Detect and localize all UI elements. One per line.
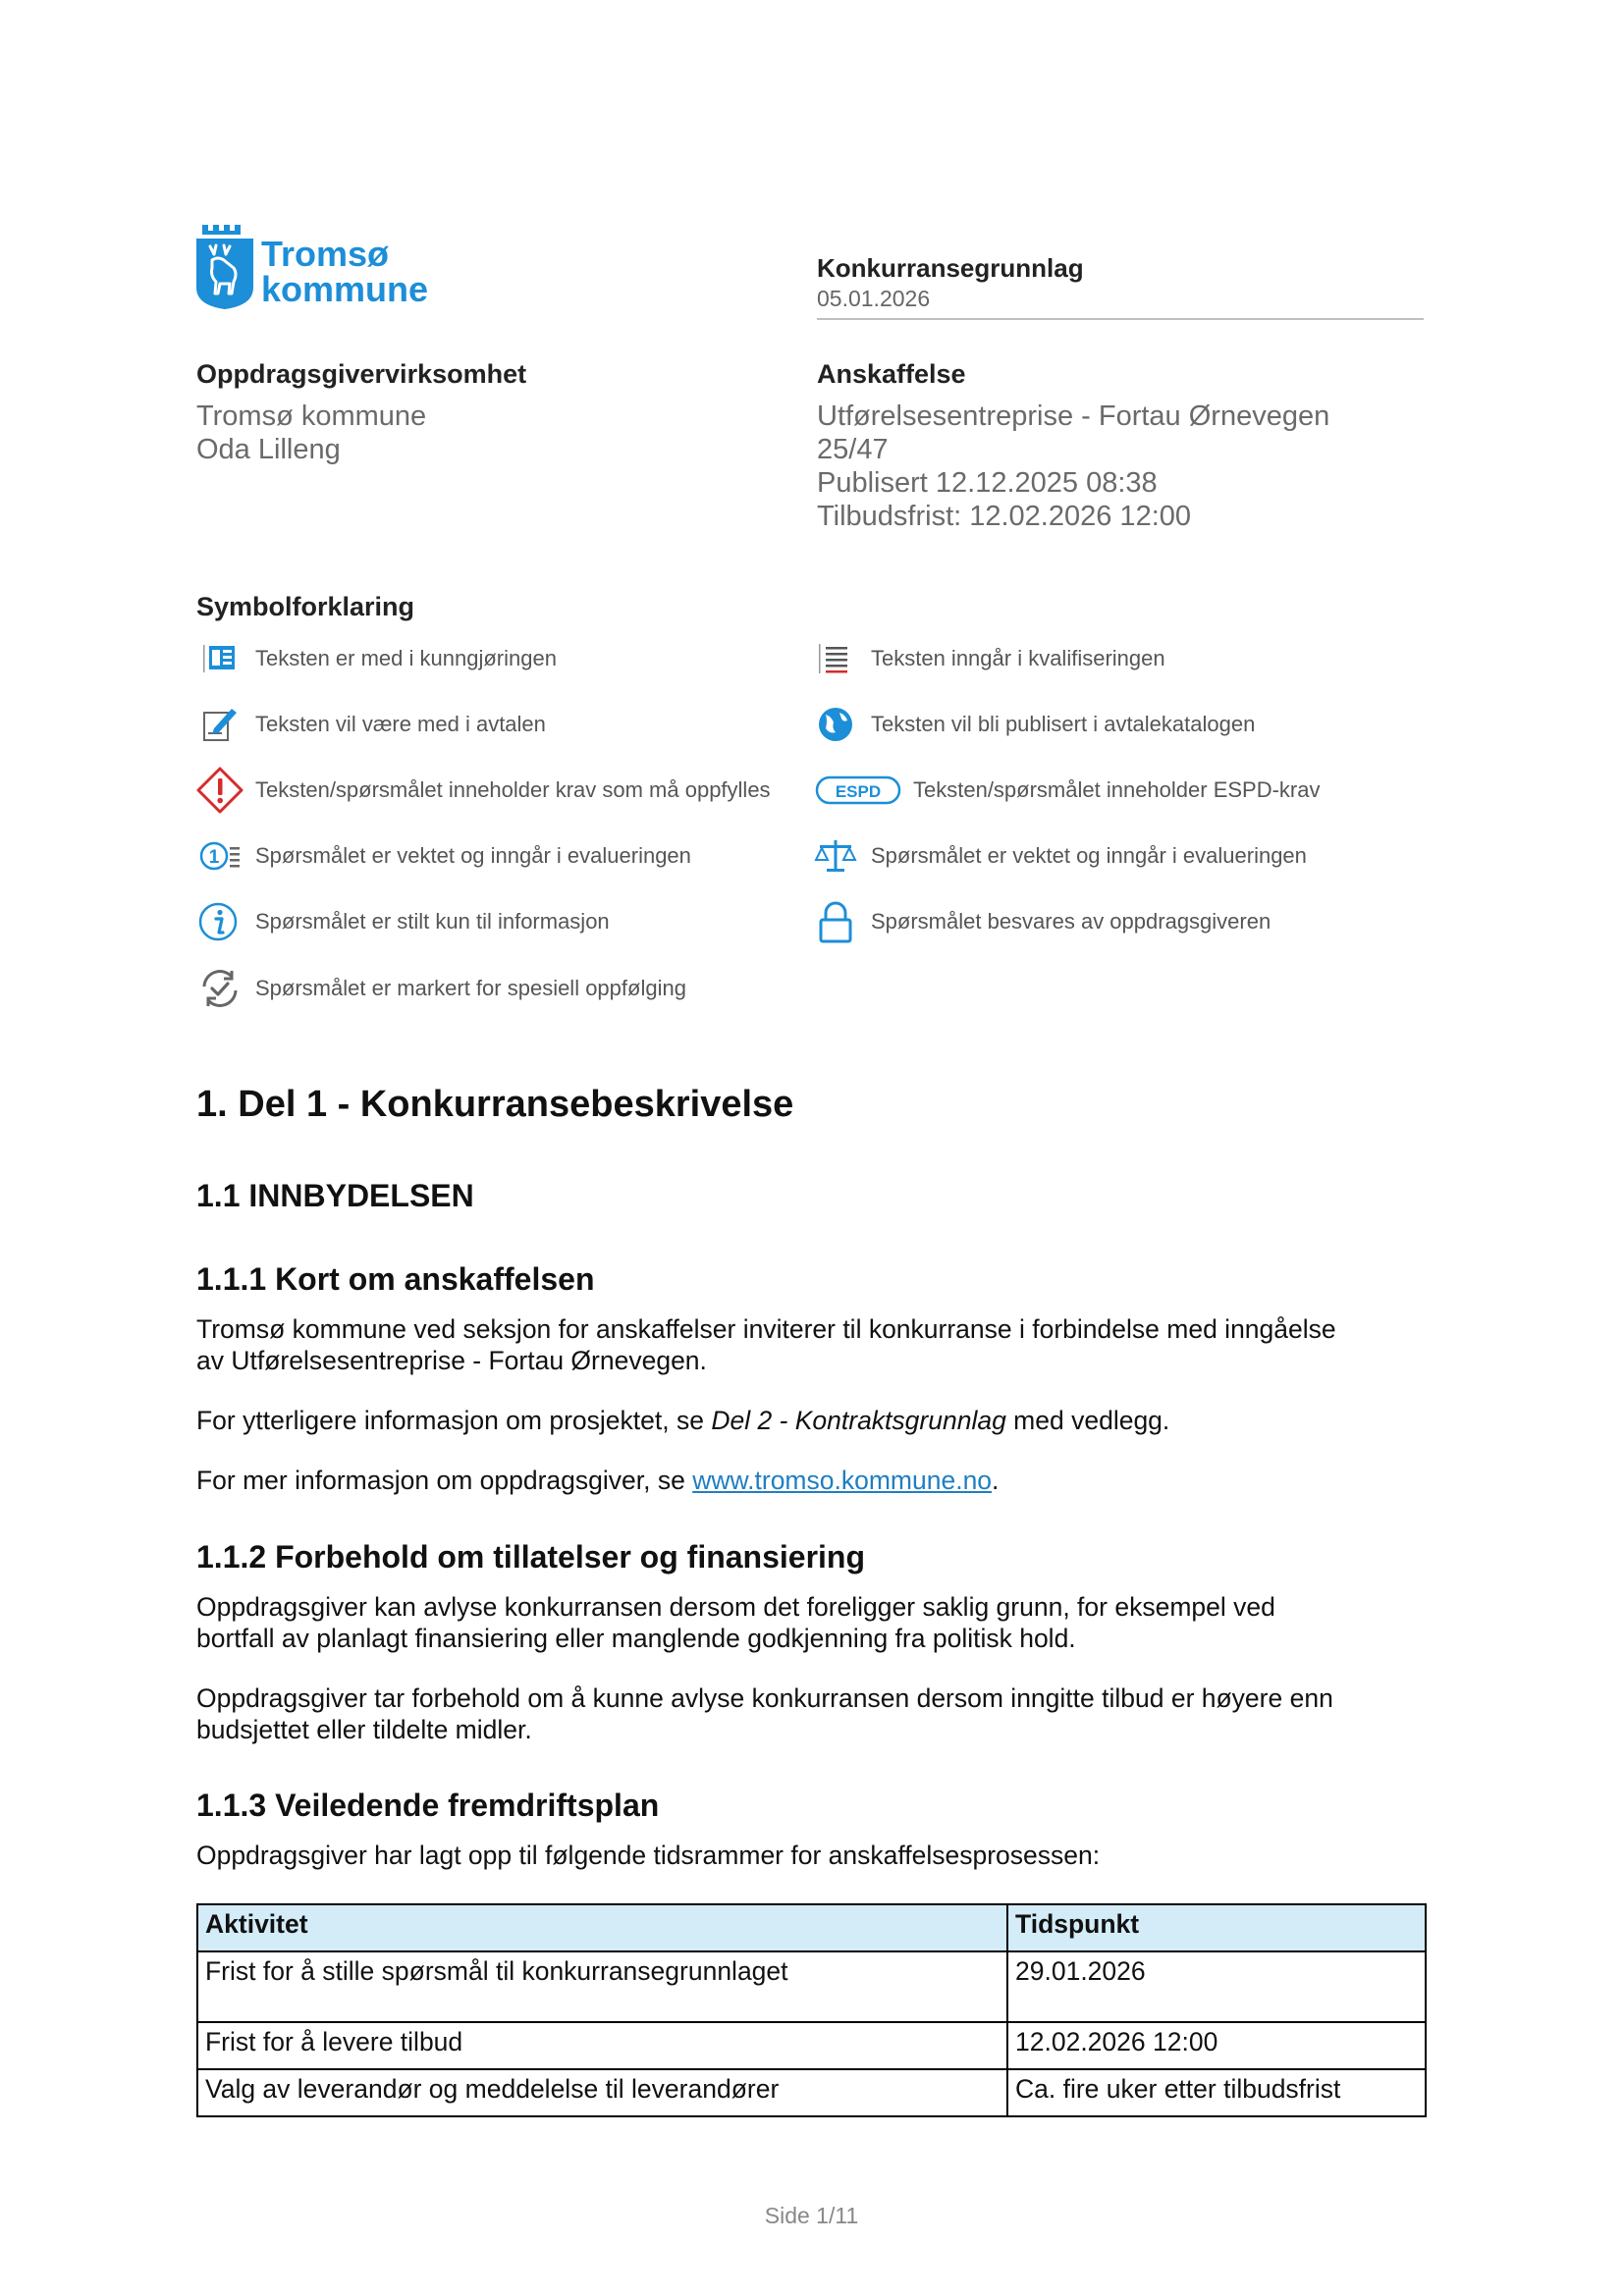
info-icon (196, 898, 243, 945)
table-cell: Valg av leverandør og meddelelse til leverandører (197, 2069, 1007, 2116)
client-name: Tromsø kommune (196, 400, 427, 432)
legend-item: Spørsmålet er markert for spesiell oppfølging (196, 965, 686, 1012)
legend-title: Symbolforklaring (196, 592, 415, 621)
municipality-website-link[interactable]: www.tromso.kommune.no (692, 1466, 993, 1495)
paragraph: Oppdragsgiver har lagt opp til følgende tidsrammer for anskaffelsesprosessen: (196, 1841, 1101, 1870)
header-divider (817, 318, 1424, 320)
table-header-row (197, 1904, 1426, 1951)
legend-item: Teksten er med i kunngjøringen (196, 635, 557, 682)
paragraph: Oppdragsgiver tar forbehold om å kunne avlyse konkurransen dersom inngitte tilbud er høyere enn budsjettet eller tildelte midler. (196, 1683, 1333, 1744)
column-header-time: Tidspunkt (1007, 1904, 1426, 1951)
paragraph: For mer informasjon om oppdragsgiver, se www.tromso.kommune.no. (196, 1466, 1000, 1495)
document-title: Konkurransegrunnlag (817, 253, 1084, 283)
svg-text:ESPD: ESPD (835, 782, 882, 801)
tromso-kommune-logo (194, 221, 430, 311)
svg-text:Tromsø: Tromsø (261, 234, 390, 274)
announcement-icon (196, 635, 243, 682)
table-row (197, 1951, 1426, 2022)
paragraph: For ytterligere informasjon om prosjektet, se Del 2 - Kontraktsgrunnlag med vedlegg. (196, 1406, 1170, 1435)
qualification-list-icon (812, 635, 859, 682)
svg-text:1: 1 (208, 847, 220, 868)
table-row (197, 2069, 1426, 2116)
paragraph: Tromsø kommune ved seksjon for anskaffelser inviterer til konkurranse i forbindelse med inngåelse av Utførelsesentreprise - Fortau Ørnevegen. (196, 1314, 1336, 1375)
legend-item: 1 Spørsmålet er vektet og inngår i evalueringen (196, 832, 691, 880)
table-cell: Frist for å levere tilbud (197, 2022, 1007, 2069)
globe-icon (812, 701, 859, 748)
procurement-published: Publisert 12.12.2025 08:38 (817, 467, 1158, 499)
legend-item: Spørsmålet er stilt kun til informasjon (196, 898, 610, 945)
table-cell: Frist for å stille spørsmål til konkurransegrunnlaget (197, 1951, 1007, 2022)
paragraph: Oppdragsgiver kan avlyse konkurransen dersom det foreligger saklig grunn, for eksempel ved bortfall av planlagt finansiering eller manglende godkjenning fra politisk hold. (196, 1592, 1275, 1653)
coat-of-arms-icon (194, 221, 430, 311)
legend-item: Teksten vil være med i avtalen (196, 701, 546, 748)
procurement-details (817, 400, 1329, 533)
legend-item: Spørsmålet besvares av oppdragsgiveren (812, 898, 1271, 945)
procurement-name: Utførelsesentreprise - Fortau Ørnevegen (817, 400, 1330, 432)
table-cell: Ca. fire uker etter tilbudsfrist (1007, 2069, 1426, 2116)
legend-item: Teksten inngår i kvalifiseringen (812, 635, 1165, 682)
legend-item: ESPD Teksten/spørsmålet inneholder ESPD-krav (815, 767, 1321, 814)
section-heading-1-1-2: 1.1.2 Forbehold om tillatelser og finansiering (196, 1539, 866, 1575)
legend-item: Teksten vil bli publisert i avtalekatalogen (812, 701, 1255, 748)
section-heading-1-1-1: 1.1.1 Kort om anskaffelsen (196, 1261, 595, 1297)
contract-edit-icon (196, 701, 243, 748)
client-contact: Oda Lilleng (196, 434, 341, 465)
table-cell: 29.01.2026 (1007, 1951, 1426, 2022)
section-heading-1: 1. Del 1 - Konkurransebeskrivelse (196, 1084, 794, 1125)
procurement-reference: 25/47 (817, 434, 889, 465)
weighted-number-icon (196, 832, 243, 880)
schedule-table (196, 1903, 1427, 2117)
legend-item: Spørsmålet er vektet og inngår i evalueringen (812, 832, 1307, 880)
table-row (197, 2022, 1426, 2069)
follow-up-icon (196, 965, 243, 1012)
espd-badge-icon (815, 767, 901, 814)
client-details (196, 400, 426, 466)
table-cell: 12.02.2026 12:00 (1007, 2022, 1426, 2069)
document-date: 05.01.2026 (817, 286, 931, 311)
section-heading-1-1: 1.1 INNBYDELSEN (196, 1178, 474, 1213)
column-header-activity: Aktivitet (197, 1904, 1007, 1951)
svg-text:kommune: kommune (261, 269, 429, 309)
lock-icon (812, 898, 859, 945)
legend-item: Teksten/spørsmålet inneholder krav som må oppfylles (196, 767, 771, 814)
scales-icon (812, 832, 859, 880)
page-number: Side 1/11 (764, 2203, 859, 2228)
procurement-deadline: Tilbudsfrist: 12.02.2026 12:00 (817, 501, 1192, 532)
warning-icon (196, 767, 243, 814)
client-heading: Oppdragsgivervirksomhet (196, 359, 527, 389)
procurement-heading: Anskaffelse (817, 359, 966, 389)
section-heading-1-1-3: 1.1.3 Veiledende fremdriftsplan (196, 1788, 660, 1823)
